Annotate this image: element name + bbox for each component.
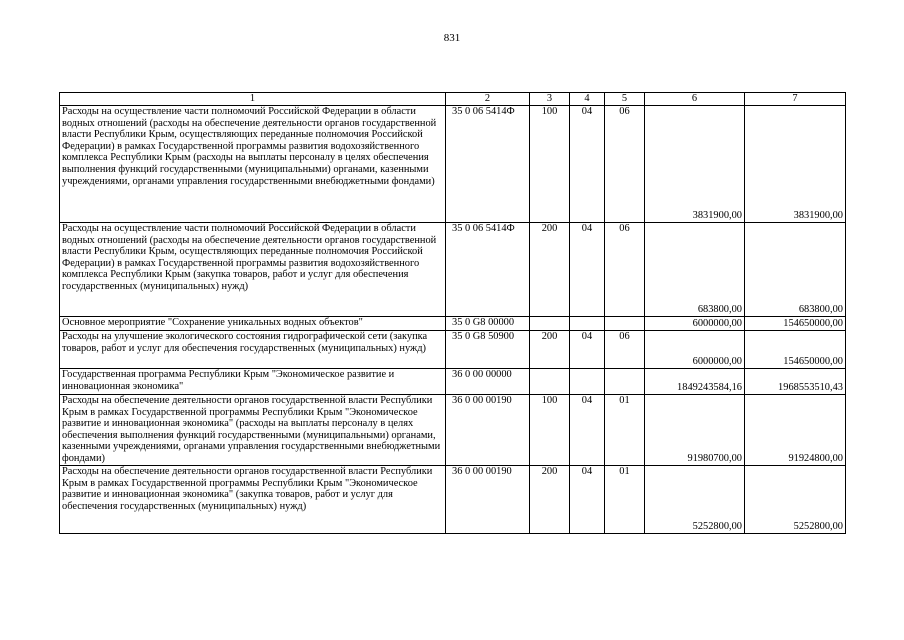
row-sum2-cell: 683800,00	[745, 223, 846, 317]
row-pr-cell	[605, 369, 645, 395]
row-code-cell: 35 0 G8 50900	[446, 331, 530, 369]
row-code-cell: 36 0 00 00190	[446, 395, 530, 466]
row-rz-cell	[570, 369, 605, 395]
row-name-cell: Расходы на осуществление части полномочий Российской Федерации в области водных отношений (расходы на обеспечение деятельности органов государственной власти Республики Крым, осуществляющих переданные полномочия Российской Федерации) в рамках Государственной программы развития водохозяйственного комплекса Республики Крым (расходы на выплаты персоналу в целях обеспечения выполнения функций государственными (муниципальными) органами, казенными учреждениями, органами управления государственными внебюджетными фондами)	[60, 106, 446, 223]
row-name-cell: Расходы на обеспечение деятельности органов государственной власти Республики Крым в рамках Государственной программы Республики Крым "Экономическое развитие и инновационная экономика" (закупка товаров, работ и услуг для обеспечения государственных (муниципальных) нужд)	[60, 466, 446, 534]
row-code-cell: 36 0 00 00190	[446, 466, 530, 534]
row-sum2-cell: 3831900,00	[745, 106, 846, 223]
row-vr-cell: 200	[530, 223, 570, 317]
row-code-cell: 35 0 06 5414Ф	[446, 106, 530, 223]
page-number: 831	[443, 32, 461, 44]
table-row	[60, 395, 846, 466]
row-rz-cell: 04	[570, 106, 605, 223]
row-sum2-cell: 154650000,00	[745, 331, 846, 369]
row-name-cell: Расходы на обеспечение деятельности органов государственной власти Республики Крым в рамках Государственной программы Республики Крым "Экономическое развитие и инновационная экономика" (расходы на выплаты персоналу в целях обеспечения выполнения функций государственными (муниципальными) органами, казенными учреждениями, органами управления государственными внебюджетными фондами)	[60, 395, 446, 466]
table-header-row	[60, 93, 846, 106]
table-row	[60, 369, 846, 395]
row-sum1-cell: 3831900,00	[645, 106, 745, 223]
row-sum1-cell: 5252800,00	[645, 466, 745, 534]
table-row	[60, 317, 846, 331]
row-sum1-cell: 1849243584,16	[645, 369, 745, 395]
row-sum2-cell: 91924800,00	[745, 395, 846, 466]
row-sum1-cell: 683800,00	[645, 223, 745, 317]
row-sum1-cell: 6000000,00	[645, 317, 745, 331]
column-header: 6	[645, 93, 745, 106]
row-sum1-cell: 6000000,00	[645, 331, 745, 369]
row-vr-cell: 200	[530, 466, 570, 534]
row-rz-cell: 04	[570, 466, 605, 534]
row-sum1-cell: 91980700,00	[645, 395, 745, 466]
column-header: 2	[446, 93, 530, 106]
row-vr-cell: 100	[530, 395, 570, 466]
row-code-cell: 35 0 G8 00000	[446, 317, 530, 331]
column-header: 4	[570, 93, 605, 106]
row-sum2-cell: 154650000,00	[745, 317, 846, 331]
row-vr-cell: 100	[530, 106, 570, 223]
table-row	[60, 331, 846, 369]
row-vr-cell	[530, 369, 570, 395]
row-pr-cell: 06	[605, 223, 645, 317]
row-pr-cell: 06	[605, 106, 645, 223]
table-row	[60, 223, 846, 317]
row-vr-cell: 200	[530, 331, 570, 369]
row-sum2-cell: 1968553510,43	[745, 369, 846, 395]
row-sum2-cell: 5252800,00	[745, 466, 846, 534]
column-header: 3	[530, 93, 570, 106]
column-header: 5	[605, 93, 645, 106]
row-name-cell: Расходы на осуществление части полномочий Российской Федерации в области водных отношений (расходы на обеспечение деятельности органов государственной власти Республики Крым, осуществляющих переданные полномочия Российской Федерации) в рамках Государственной программы развития водохозяйственного комплекса Республики Крым (закупка товаров, работ и услуг для обеспечения государственных (муниципальных) нужд)	[60, 223, 446, 317]
row-rz-cell: 04	[570, 395, 605, 466]
column-header: 1	[60, 93, 446, 106]
table-row	[60, 466, 846, 534]
budget-table	[59, 92, 846, 534]
row-pr-cell: 01	[605, 395, 645, 466]
row-pr-cell: 01	[605, 466, 645, 534]
row-pr-cell: 06	[605, 331, 645, 369]
row-vr-cell	[530, 317, 570, 331]
row-name-cell: Расходы на улучшение экологического состояния гидрографической сети (закупка товаров, работ и услуг для обеспечения государственных (муниципальных) нужд)	[60, 331, 446, 369]
row-rz-cell: 04	[570, 223, 605, 317]
row-code-cell: 36 0 00 00000	[446, 369, 530, 395]
row-name-cell: Государственная программа Республики Крым "Экономическое развитие и инновационная экономика"	[60, 369, 446, 395]
row-rz-cell	[570, 317, 605, 331]
column-header: 7	[745, 93, 846, 106]
row-code-cell: 35 0 06 5414Ф	[446, 223, 530, 317]
row-name-cell: Основное мероприятие "Сохранение уникальных водных объектов"	[60, 317, 446, 331]
row-pr-cell	[605, 317, 645, 331]
row-rz-cell: 04	[570, 331, 605, 369]
table-row	[60, 106, 846, 223]
